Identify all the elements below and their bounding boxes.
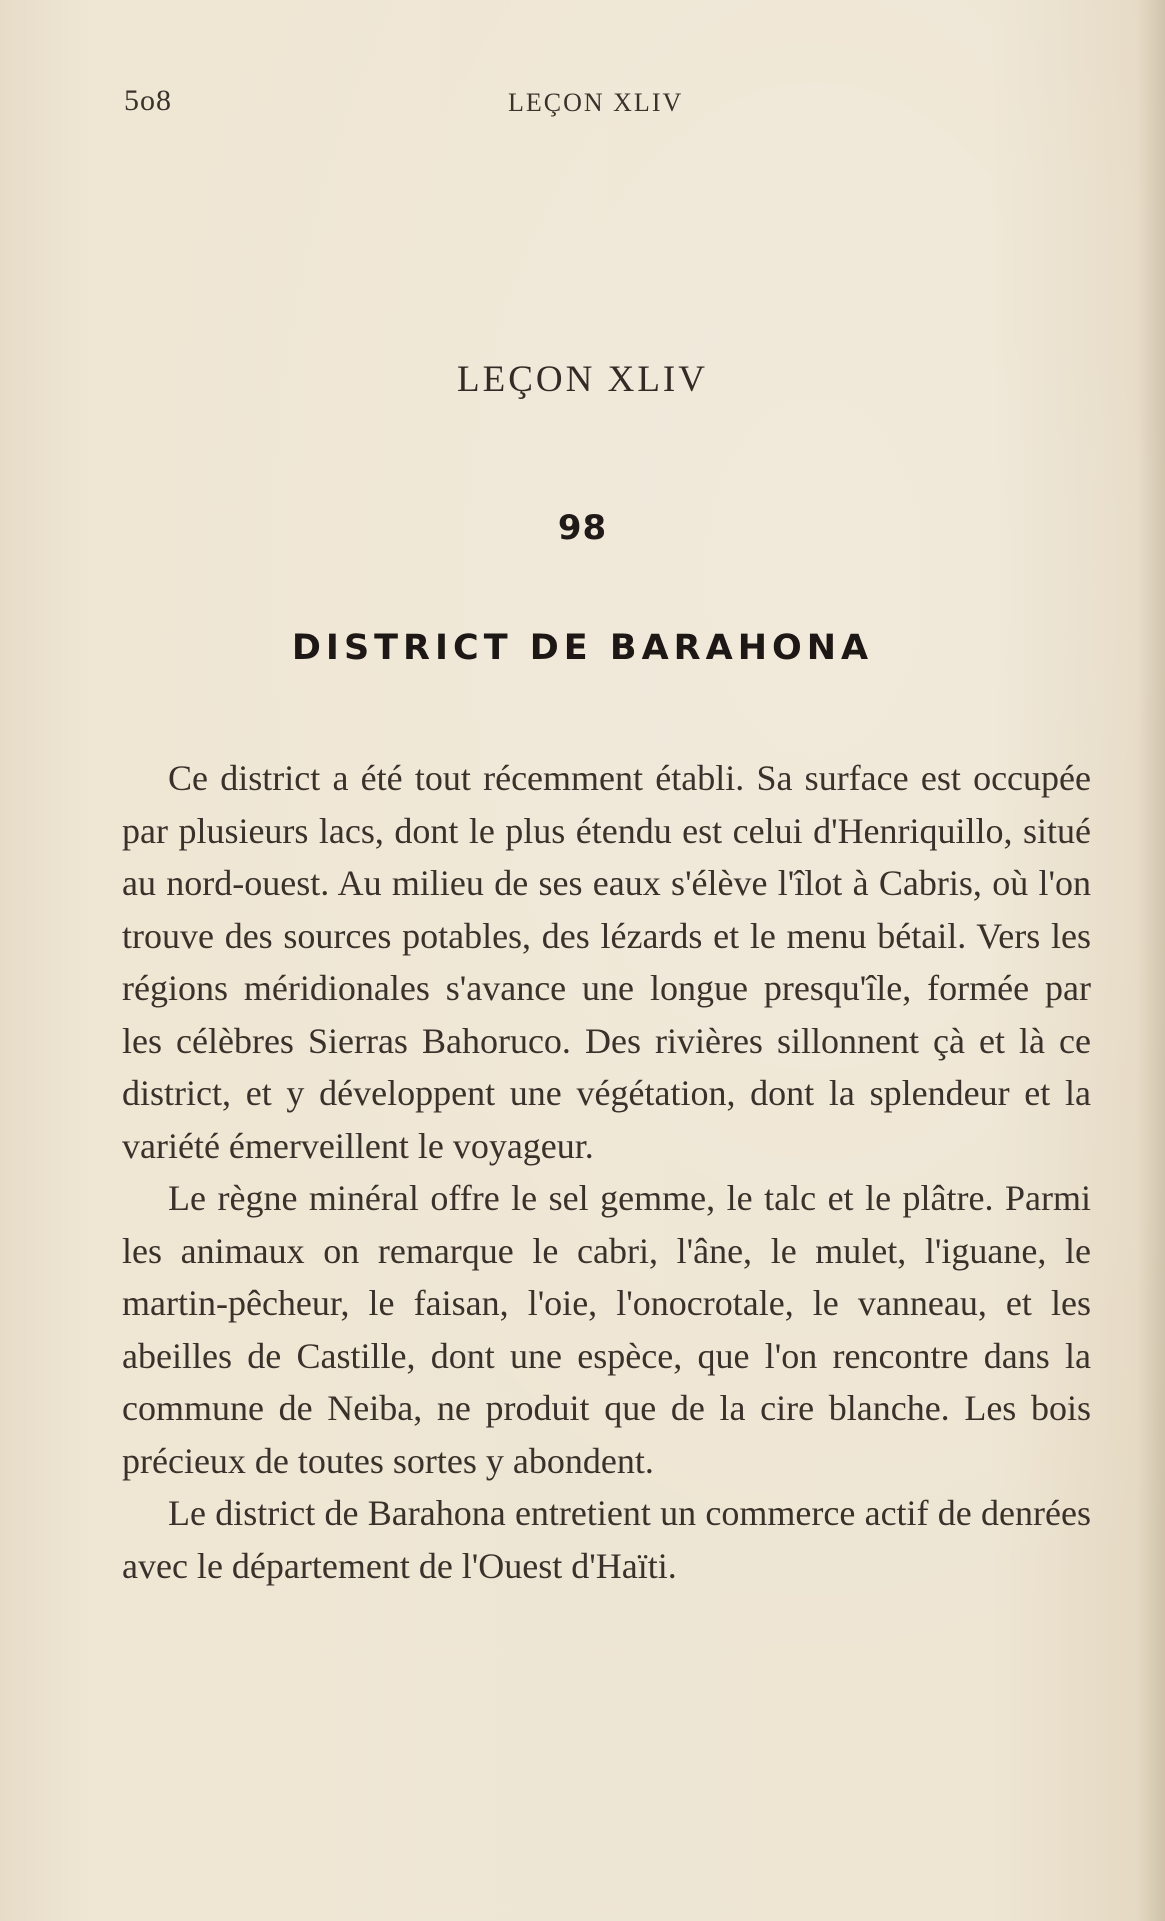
paragraph: Le district de Barahona entretient un commerce actif de denrées avec le département de l'Ouest d'Haïti. (122, 1493, 1091, 1586)
running-head (124, 84, 1095, 124)
section-title: DISTRICT DE BARAHONA (291, 628, 874, 668)
paragraph: Ce district a été tout récemment établi. Sa surface est occupée par plusieurs lacs, dont le plus étendu est celui d'Henriquillo, situé au nord-ouest. Au milieu de ses eaux s'élève l'îlot à Cabris, où l'on trouve des sources potables, des lézards et le menu bétail. Vers les régions méridionales s'avance une longue presqu'île, formée par les célèbres Sierras Bahoruco. Des rivières sillonnent çà et là ce district, et y développent une végétation, dont la splendeur et la variété émerveillent le voyageur. (122, 758, 1091, 1166)
page-number: 5o8 (124, 84, 172, 117)
page-edge-shadow (1137, 0, 1165, 1921)
body-text (122, 752, 1091, 1592)
section-number: 98 (557, 508, 608, 548)
lesson-title: LEÇON XLIV (457, 359, 708, 400)
paragraph: Le règne minéral offre le sel gemme, le talc et le plâtre. Parmi les animaux on remarque le cabri, l'âne, le mulet, l'iguane, le martin-pêcheur, le faisan, l'oie, l'onocrotale, le vanneau, et les abeilles de Castille, dont une espèce, que l'on rencontre dans la commune de Neiba, ne produit que de la cire blanche. Les bois précieux de toutes sortes y abondent. (122, 1178, 1091, 1481)
running-title: LEÇON XLIV (508, 88, 684, 117)
